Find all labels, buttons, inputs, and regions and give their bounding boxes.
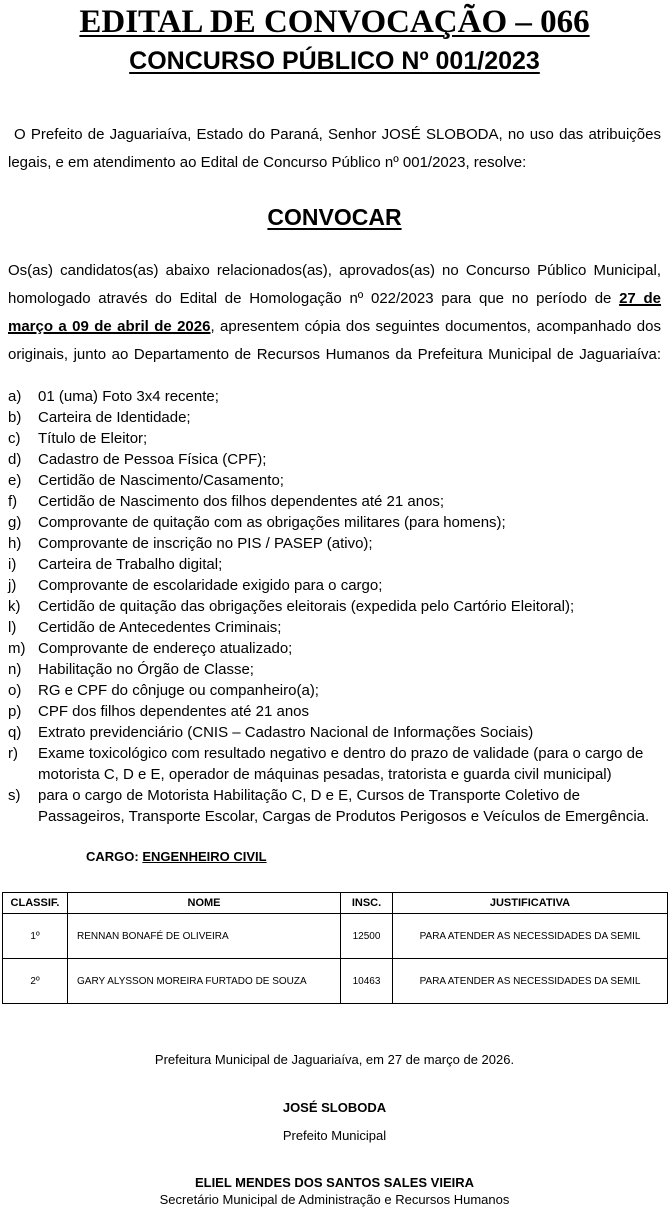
list-item-text: para o cargo de Motorista Habilitação C, D e E, Cursos de Transporte Coletivo de [38, 787, 580, 804]
body-paragraph [8, 257, 661, 369]
list-item-text: Carteira de Identidade; [38, 409, 191, 426]
list-item-text: Comprovante de endereço atualizado; [38, 640, 293, 657]
mayor-title: Prefeito Municipal [282, 1128, 387, 1143]
list-item-marker: i) [8, 556, 17, 573]
list-item [8, 743, 661, 764]
cargo-label: CARGO: [86, 849, 143, 864]
list-item [8, 785, 661, 806]
documents-list [8, 386, 661, 827]
list-item [8, 512, 661, 533]
list-item [8, 722, 661, 743]
list-item [8, 575, 661, 596]
cell-nome: RENNAN BONAFÉ DE OLIVEIRA [68, 914, 341, 959]
list-item [8, 554, 661, 575]
list-item-marker: a) [8, 388, 22, 405]
table-header-classif: CLASSIF. [3, 893, 68, 914]
list-item-text: Comprovante de inscrição no PIS / PASEP (ativo); [38, 535, 373, 552]
body-line-2 [8, 285, 661, 313]
table-header-row [3, 893, 668, 914]
cell-justificativa: PARA ATENDER AS NECESSIDADES DA SEMIL [393, 914, 668, 959]
list-item-text: Certidão de Nascimento/Casamento; [38, 472, 284, 489]
cell-classif: 2º [3, 959, 68, 1004]
list-item-marker: o) [8, 682, 22, 699]
document-subtitle: CONCURSO PÚBLICO Nº 001/2023 [129, 47, 540, 75]
list-item-text: Passageiros, Transporte Escolar, Cargas de Produtos Perigosos e Veículos de Emergência. [38, 808, 650, 825]
list-item-continuation [8, 764, 661, 785]
intro-line-1: O Prefeito de Jaguariaíva, Estado do Paraná, Senhor JOSÉ SLOBODA, no uso das atribuições [14, 126, 661, 143]
list-item-marker: p) [8, 703, 22, 720]
cell-nome: GARY ALYSSON MOREIRA FURTADO DE SOUZA [68, 959, 341, 1004]
deadline-start: 27 de [619, 290, 661, 307]
list-item-marker [8, 806, 38, 827]
mayor-name: JOSÉ SLOBODA [282, 1100, 387, 1115]
list-item-marker: j) [8, 577, 17, 594]
list-item-text: Certidão de Antecedentes Criminais; [38, 619, 282, 636]
list-item-text: RG e CPF do cônjuge ou companheiro(a); [38, 682, 319, 699]
body-line-3-text: , apresentem cópia dos seguintes documentos, acompanhado dos [210, 318, 661, 335]
table-header-nome: NOME [68, 893, 341, 914]
list-item [8, 428, 661, 449]
list-item [8, 491, 661, 512]
list-item [8, 659, 661, 680]
list-item-marker: r) [8, 745, 18, 762]
list-item-text: 01 (uma) Foto 3x4 recente; [38, 388, 219, 405]
date-line: Prefeitura Municipal de Jaguariaíva, em 27 de março de 2026. [154, 1052, 515, 1067]
secretary-name: ELIEL MENDES DOS SANTOS SALES VIEIRA [194, 1175, 475, 1190]
cell-insc: 12500 [341, 914, 393, 959]
body-line-2-text: homologado através do Edital de Homologação nº 022/2023 para que no período de [8, 290, 620, 307]
list-item-marker: c) [8, 430, 21, 447]
cell-insc: 10463 [341, 959, 393, 1004]
secretary-title: Secretário Municipal de Administração e Recursos Humanos [159, 1192, 510, 1207]
list-item-text: Carteira de Trabalho digital; [38, 556, 223, 573]
list-item-marker: e) [8, 472, 22, 489]
list-item-text: Habilitação no Órgão de Classe; [38, 661, 254, 678]
list-item [8, 533, 661, 554]
list-item [8, 470, 661, 491]
list-item-text: CPF dos filhos dependentes até 21 anos [38, 703, 310, 720]
list-item-text: Comprovante de quitação com as obrigações militares (para homens); [38, 514, 506, 531]
list-item-marker: h) [8, 535, 22, 552]
list-item-text: Certidão de Nascimento dos filhos dependentes até 21 anos; [38, 493, 445, 510]
list-item-marker: n) [8, 661, 22, 678]
list-item-text: Certidão de quitação das obrigações eleitorais (expedida pelo Cartório Eleitoral); [38, 598, 575, 615]
convocar-heading: CONVOCAR [267, 204, 402, 230]
list-item-marker: g) [8, 514, 22, 531]
list-item [8, 617, 661, 638]
cargo-value: ENGENHEIRO CIVIL [142, 849, 267, 864]
list-item-text: Exame toxicológico com resultado negativo e dentro do prazo de validade (para o cargo de [38, 745, 644, 762]
classification-table [2, 892, 668, 1004]
list-item [8, 449, 661, 470]
list-item-continuation [8, 806, 661, 827]
body-line-4: originais, junto ao Departamento de Recursos Humanos da Prefeitura Municipal de Jaguariaíva: [8, 346, 661, 363]
intro-paragraph [8, 121, 661, 177]
cell-justificativa: PARA ATENDER AS NECESSIDADES DA SEMIL [393, 959, 668, 1004]
cell-classif: 1º [3, 914, 68, 959]
list-item [8, 638, 661, 659]
body-line-1: Os(as) candidatos(as) abaixo relacionados(as), aprovados(as) no Concurso Público Municipal, [8, 262, 661, 279]
table-row [3, 914, 668, 959]
list-item-text: Cadastro de Pessoa Física (CPF); [38, 451, 267, 468]
body-line-3 [8, 313, 661, 341]
list-item-marker [8, 764, 38, 785]
deadline-end: março a 09 de abril de 2026 [8, 318, 211, 335]
list-item [8, 407, 661, 428]
list-item-text: Extrato previdenciário (CNIS – Cadastro Nacional de Informações Sociais) [38, 724, 534, 741]
list-item-text: Título de Eleitor; [38, 430, 148, 447]
list-item-marker: k) [8, 598, 21, 615]
table-row [3, 959, 668, 1004]
cargo-line [8, 850, 661, 864]
list-item-marker: d) [8, 451, 22, 468]
list-item [8, 701, 661, 722]
list-item-marker: f) [8, 493, 18, 510]
list-item-marker: s) [8, 787, 21, 804]
list-item-text: motorista C, D e E, operador de máquinas pesadas, tratorista e guarda civil municipal) [38, 766, 612, 783]
table-header-justificativa: JUSTIFICATIVA [393, 893, 668, 914]
intro-line-2: legais, e em atendimento ao Edital de Concurso Público nº 001/2023, resolve: [8, 154, 527, 171]
list-item-marker: b) [8, 409, 22, 426]
list-item [8, 386, 661, 407]
list-item [8, 596, 661, 617]
list-item-marker: l) [8, 619, 17, 636]
list-item-text: Comprovante de escolaridade exigido para o cargo; [38, 577, 383, 594]
list-item-marker: q) [8, 724, 22, 741]
list-item-marker: m) [8, 640, 26, 657]
table-header-insc: INSC. [341, 893, 393, 914]
list-item [8, 680, 661, 701]
document-title: EDITAL DE CONVOCAÇÃO – 066 [79, 4, 590, 40]
